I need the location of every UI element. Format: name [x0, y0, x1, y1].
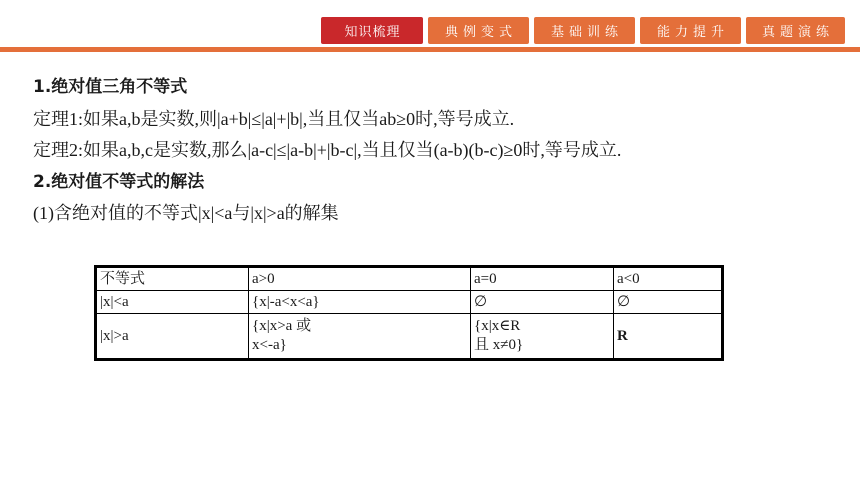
row2-inequality: |x|>a [96, 314, 249, 360]
theorem-1-text: 定理1:如果a,b是实数,则|a+b|≤|a|+|b|,当且仅当ab≥0时,等号成立. [33, 108, 515, 129]
solution-set-table [94, 265, 724, 361]
table-header-row [96, 267, 723, 291]
row1-a-positive: {x|-a<x<a} [249, 291, 471, 314]
header-divider [0, 47, 860, 52]
row2-a-zero-line2: 且 x≠0} [474, 337, 524, 353]
header-cell-a-positive: a>0 [249, 267, 471, 291]
table-row [96, 314, 723, 360]
section-heading-solving-method: 2.绝对值不等式的解法 [33, 171, 205, 192]
row1-inequality: |x|<a [96, 291, 249, 314]
row2-a-positive-line1: {x|x>a 或 [252, 318, 312, 334]
row2-a-zero [471, 314, 614, 360]
top-navigation [321, 17, 845, 44]
row2-a-zero-line1: {x|x∈R [474, 318, 521, 334]
tab-past-exam-practice[interactable]: 真题演练 [746, 17, 845, 44]
row1-a-negative: ∅ [614, 291, 723, 314]
row2-a-positive-line2: x<-a} [252, 337, 287, 353]
tab-basic-training[interactable]: 基础训练 [534, 17, 635, 44]
row1-a-zero: ∅ [471, 291, 614, 314]
tab-ability-improvement[interactable]: 能力提升 [640, 17, 741, 44]
header-cell-a-negative: a<0 [614, 267, 723, 291]
theorem-2-text: 定理2:如果a,b,c是实数,那么|a-c|≤|a-b|+|b-c|,当且仅当(a-b)(b-c)≥0时,等号成立. [33, 140, 622, 160]
header-cell-a-zero: a=0 [471, 267, 614, 291]
row2-a-positive [249, 314, 471, 360]
row2-a-negative: R [614, 314, 723, 360]
section-heading-triangle-inequality: 1.绝对值三角不等式 [33, 77, 188, 97]
tab-knowledge-review[interactable]: 知识梳理 [321, 17, 423, 44]
subsection-title-solution-sets: (1)含绝对值的不等式|x|<a与|x|>a的解集 [33, 203, 339, 223]
tab-typical-examples[interactable]: 典例变式 [428, 17, 529, 44]
lesson-content [33, 72, 621, 230]
table-row [96, 291, 723, 314]
header-cell-inequality: 不等式 [96, 267, 249, 291]
